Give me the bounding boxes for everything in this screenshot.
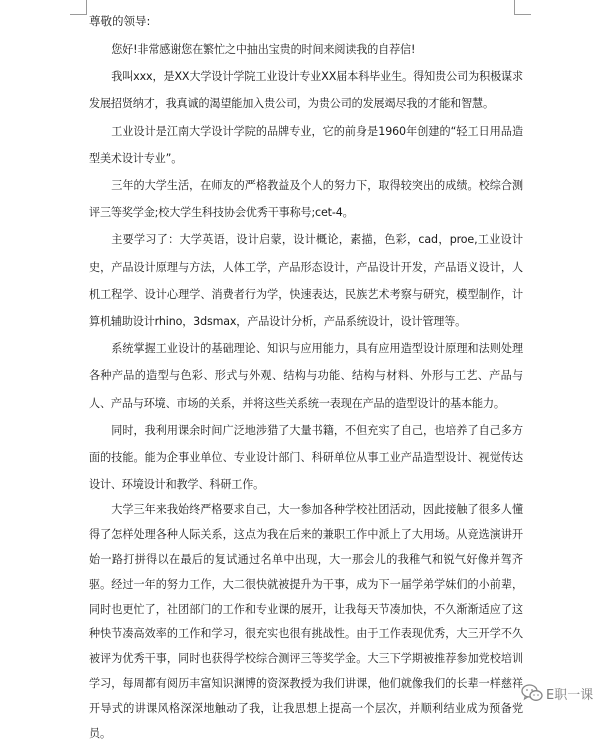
paragraph-intro: 我叫xxx，是XX大学设计学院工业设计专业XX届本科毕业生。得知贵公司为积极谋求发展招贤纳才，我真诚的渴望能加入贵公司，为贵公司的发展竭尽我的才能和智慧。 (89, 70, 523, 111)
paragraph-experience: 大学三年来我始终严格要求自己，大一参加各种学校社团活动，因此接触了很多人懂得了怎样处理各种人际关系，这点为我在后来的兼职工作中派上了大用场。从竞选演讲开始一路打拼得以在最后的复试通过名单中出现，大一那会儿的我稚气和锐气好像并驾齐驱。经过一年的努力工作，大二很快就被提升为干事，成为下一届学弟学妹们的小前辈，同时也更忙了，社团部门的工作和专业课的展开，让我每天节凑加快，不久渐渐适应了这种快节凑高效率的工作和学习，很充实也很有挑战性。由于工作表现优秀，大三开学不久被评为优秀干事，同时也获得学校综合测评三等奖学金。大三下学期被推荐参加党校培训学习，每周都有阅历丰富知识渊博的资深教授为我们讲课，他们就像我们的长辈一样慈祥开导式的讲课风格深深地触动了我，让我思想上提高一个层次，并顺利结业成为预备党员。 (89, 503, 523, 740)
account-watermark (521, 681, 593, 705)
page-corner-mark-left (70, 0, 87, 15)
letter-page (89, 14, 523, 746)
wechat-bubble-icon (521, 683, 543, 703)
page-corner-mark-right (514, 0, 531, 15)
paragraph-skills: 系统掌握工业设计的基础理论、知识与应用能力，具有应用造型设计原理和法则处理各种产品的造型与色彩、形式与外观、结构与功能、结构与材料、外形与工艺、产品与人、产品与环境、市场的关系，并将这些关系统一表现在产品的造型设计的基本能力。 (89, 342, 523, 410)
paragraph-extra-study: 同时，我利用课余时间广泛地涉猎了大量书籍，不但充实了自己，也培养了自己多方面的技能。能为企事业单位、专业设计部门、科研单位从事工业产品造型设计、视觉传达设计、环境设计和教学、科研工作。 (89, 423, 523, 492)
paragraph-major: 工业设计是江南大学设计学院的品牌专业，它的前身是1960年创建的“轻工日用品造型美术设计专业”。 (89, 124, 523, 165)
paragraph-courses: 主要学习了：大学英语，设计启蒙，设计概论，素描，色彩，cad，proe,工业设计史，产品设计原理与方法，人体工学，产品形态设计，产品设计开发，产品语义设计，人机工程学、设计心理学、消费者行为学，快速表达，民族艺术考察与研究，模型制作，计算机辅助设计rhino，3dsmax，产品设计分析，产品系统设计，设计管理等。 (89, 233, 523, 329)
paragraph-achievements: 三年的大学生活，在师友的严格教益及个人的努力下，取得较突出的成绩。校综合测评三等奖学金;校大学生科技协会优秀干事称号;cet-4。 (89, 179, 523, 220)
salutation: 尊敬的领导: (89, 14, 151, 28)
watermark-label: E职一课 (546, 687, 594, 703)
paragraph-thanks: 您好!非常感谢您在繁忙之中抽出宝贵的时间来阅读我的自荐信! (111, 43, 416, 56)
